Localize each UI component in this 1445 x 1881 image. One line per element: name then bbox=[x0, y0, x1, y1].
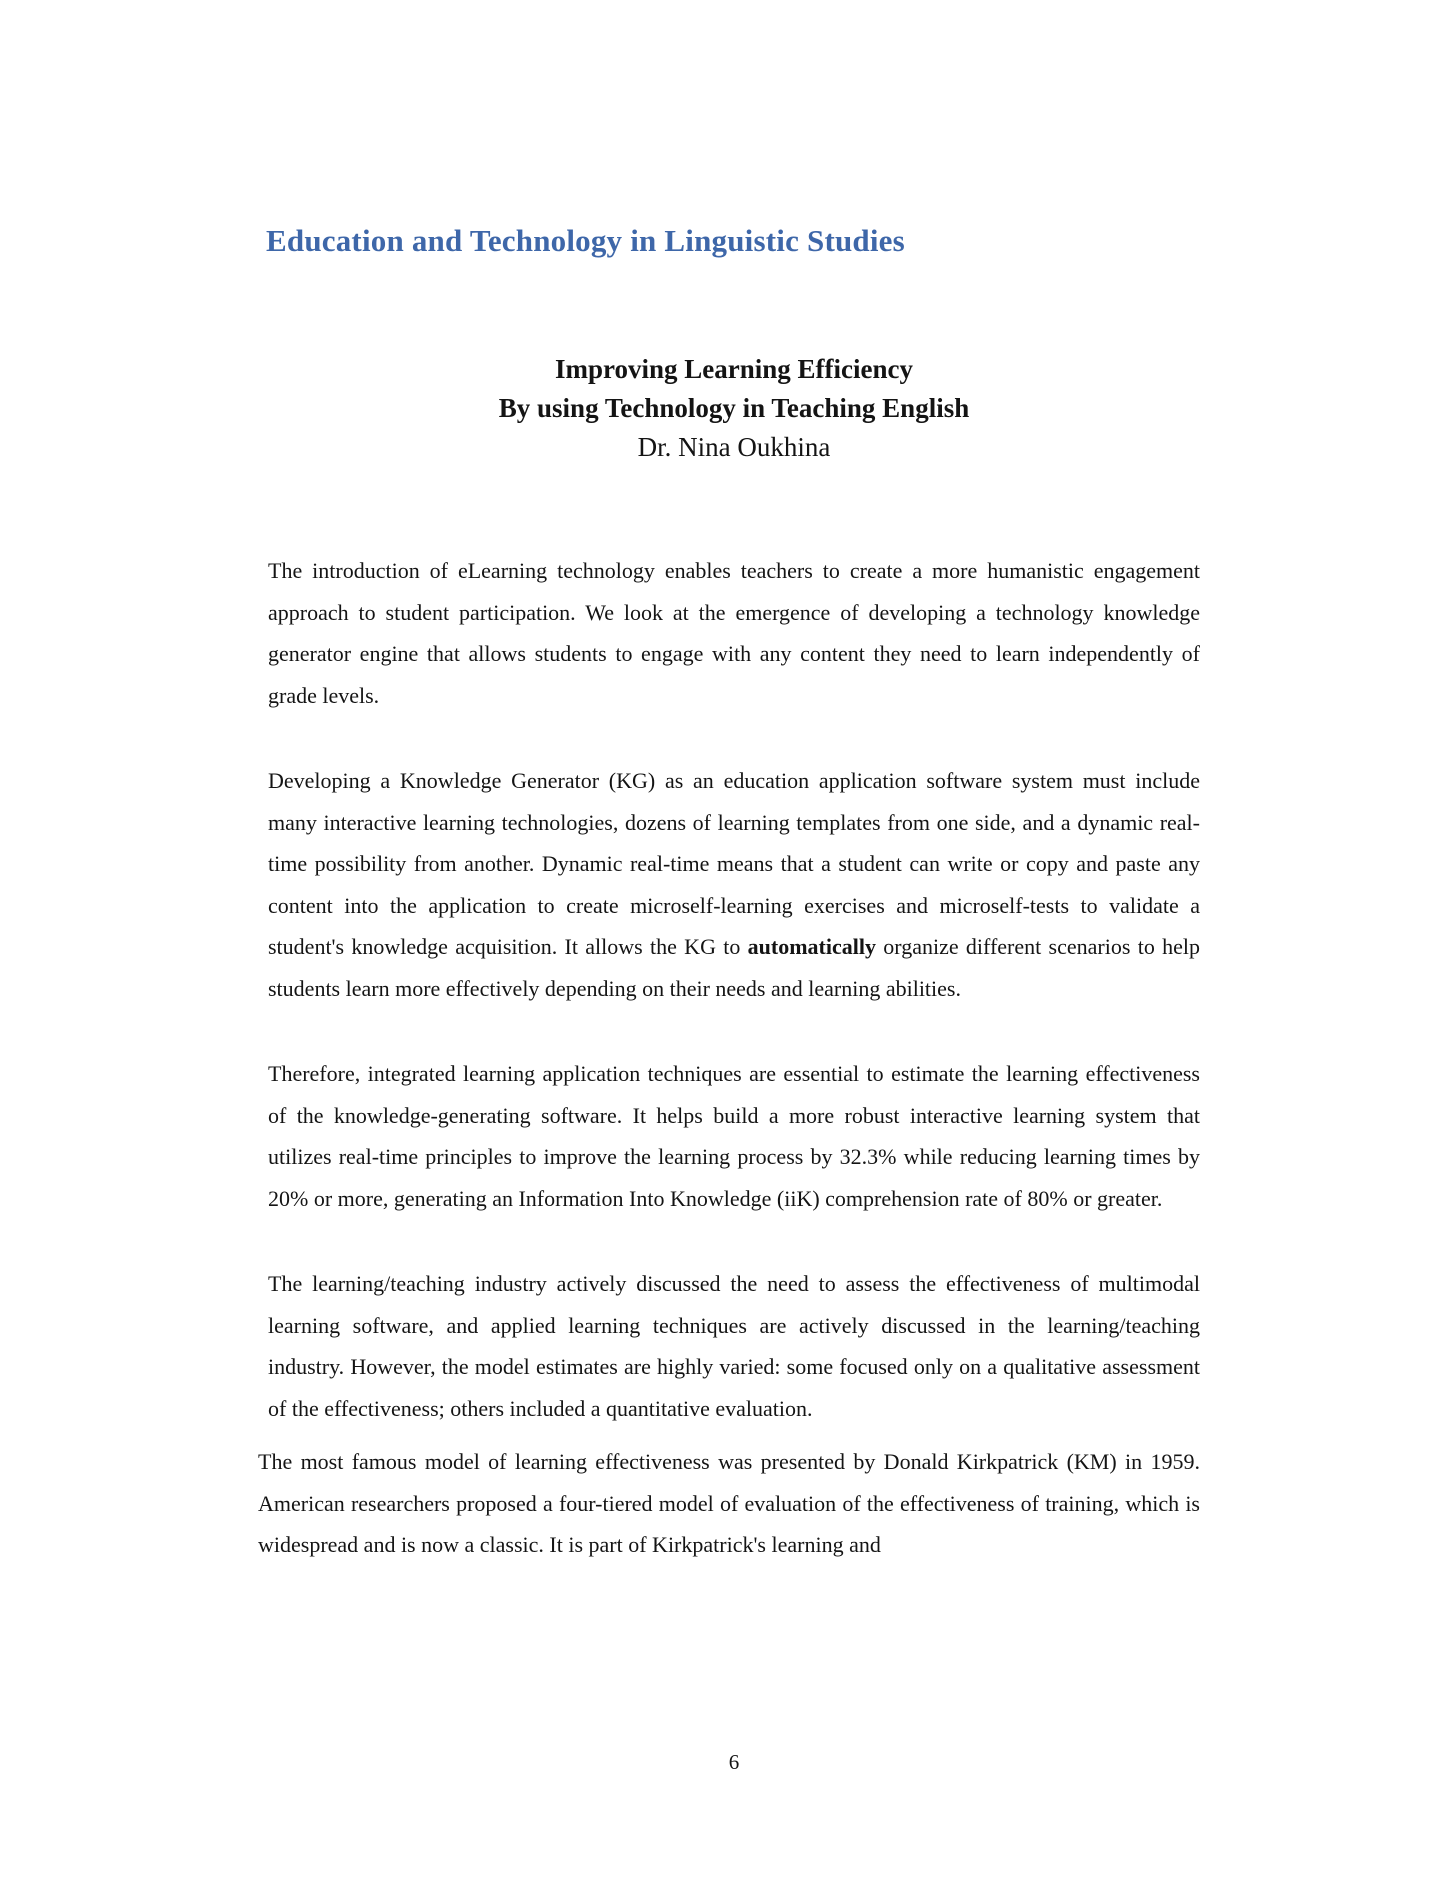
paragraph bbox=[268, 760, 1200, 1009]
paragraph bbox=[268, 1053, 1200, 1219]
paragraph bbox=[268, 1263, 1200, 1429]
journal-header: Education and Technology in Linguistic Studies bbox=[266, 223, 905, 258]
bold-text-run: automatically bbox=[747, 934, 876, 959]
article-body bbox=[258, 550, 1200, 1566]
text-run: Therefore, integrated learning application techniques are essential to estimate the learning effectiveness of the knowledge-generating software. It helps build a more robust interactive learning system that utilizes real-time principles to improve the learning process by 32.3% while reducing learning times by 20% or more, generating an Information Into Knowledge (iiK) comprehension rate of 80% or greater. bbox=[268, 1061, 1200, 1211]
text-run: The most famous model of learning effectiveness was presented by Donald Kirkpatrick (KM) in 1959. American researchers proposed a four-tiered model of evaluation of the effectiveness of training, which is widespread and is now a classic. It is part of Kirkpatrick's learning and bbox=[258, 1449, 1200, 1557]
article-title-line-2: By using Technology in Teaching English bbox=[498, 393, 970, 423]
author-name: Dr. Nina Oukhina bbox=[637, 432, 831, 462]
paragraph bbox=[258, 1441, 1200, 1566]
text-run: organize different scenarios to help students learn more effectively depending on their needs and learning abilities. bbox=[268, 934, 1200, 1001]
text-run: The learning/teaching industry actively discussed the need to assess the effectiveness of multimodal learning software, and applied learning techniques are actively discussed in the learning/teaching industry. However, the model estimates are highly varied: some focused only on a qualitative assessment of the effectiveness; others included a quantitative evaluation. bbox=[268, 1271, 1200, 1421]
paragraph bbox=[268, 550, 1200, 716]
title-block bbox=[268, 350, 1200, 467]
article-title-line-1: Improving Learning Efficiency bbox=[554, 354, 913, 384]
text-run: The introduction of eLearning technology enables teachers to create a more humanistic engagement approach to student participation. We look at the emergence of developing a technology knowledge generator engine that allows students to engage with any content they need to learn independently of grade levels. bbox=[268, 558, 1200, 708]
page-number: 6 bbox=[728, 1750, 740, 1774]
text-run: Developing a Knowledge Generator (KG) as an education application software system must include many interactive learning technologies, dozens of learning templates from one side, and a dynamic real-time possibility from another. Dynamic real-time means that a student can write or copy and paste any content into the application to create microself-learning exercises and microself-tests to validate a student's knowledge acquisition. It allows the KG to bbox=[268, 768, 1200, 959]
